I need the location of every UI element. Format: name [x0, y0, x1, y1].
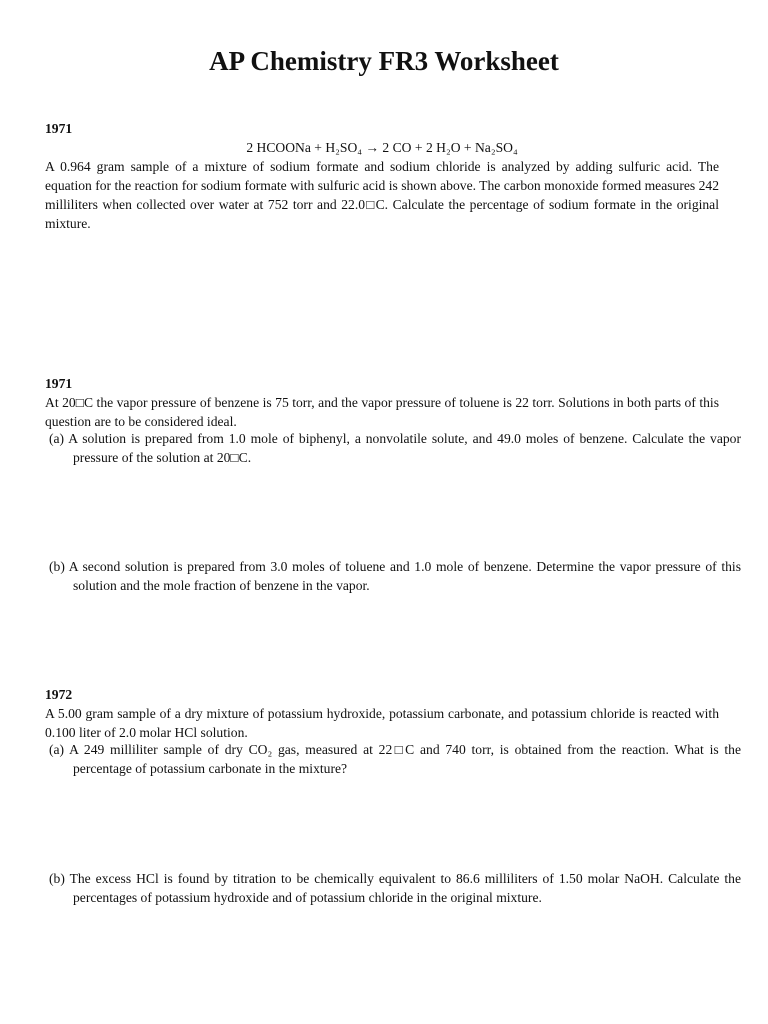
problem-part: (b) The excess HCl is found by titration to be chemically equivalent to 86.6 milliliters of 1.50 molar NaOH. Calculate the percentages of potassium hydroxide and of potassium chloride in the original mixture.: [49, 871, 741, 905]
chemical-equation: 2 HCOONa + H₂SO₄ → 2 CO + 2 H₂O + Na₂SO₄: [246, 140, 518, 155]
problem-year: 1972: [45, 687, 73, 702]
problem-text: A 5.00 gram sample of a dry mixture of potassium hydroxide, potassium carbonate, and potassium chloride is reacted with 0.100 liter of 2.0 molar HCl solution.: [45, 706, 719, 740]
problem-year: 1971: [45, 121, 73, 136]
problem-part: (b) A second solution is prepared from 3.0 moles of toluene and 1.0 mole of benzene. Determine the vapor pressure of this solution and the mole fraction of benzene in the vapor.: [49, 559, 741, 593]
problem-2: [45, 374, 719, 431]
problem-3: [45, 685, 719, 742]
problem-part: (a) A solution is prepared from 1.0 mole of biphenyl, a nonvolatile solute, and 49.0 moles of benzene. Calculate the vapor pressure of the solution at 20□C.: [49, 431, 741, 465]
problem-text: At 20□C the vapor pressure of benzene is 75 torr, and the vapor pressure of toluene is 22 torr. Solutions in both parts of this question are to be considered ideal.: [45, 395, 719, 429]
problem-text: A 0.964 gram sample of a mixture of sodium formate and sodium chloride is analyzed by adding sulfuric acid. The equation for the reaction for sodium formate with sulfuric acid is shown above. The carbon monoxide formed measures 242 milliliters when collected over water at 752 torr and 22.0□C. Calculate the percentage of sodium formate in the original mixture.: [45, 159, 719, 231]
problem-part: (a) A 249 milliliter sample of dry CO₂ gas, measured at 22□C and 740 torr, is obtained from the reaction. What is the percentage of potassium carbonate in the mixture?: [49, 742, 741, 776]
problem-year: 1971: [45, 376, 73, 391]
problem-1: [45, 119, 719, 233]
page-title: AP Chemistry FR3 Worksheet: [209, 46, 559, 76]
